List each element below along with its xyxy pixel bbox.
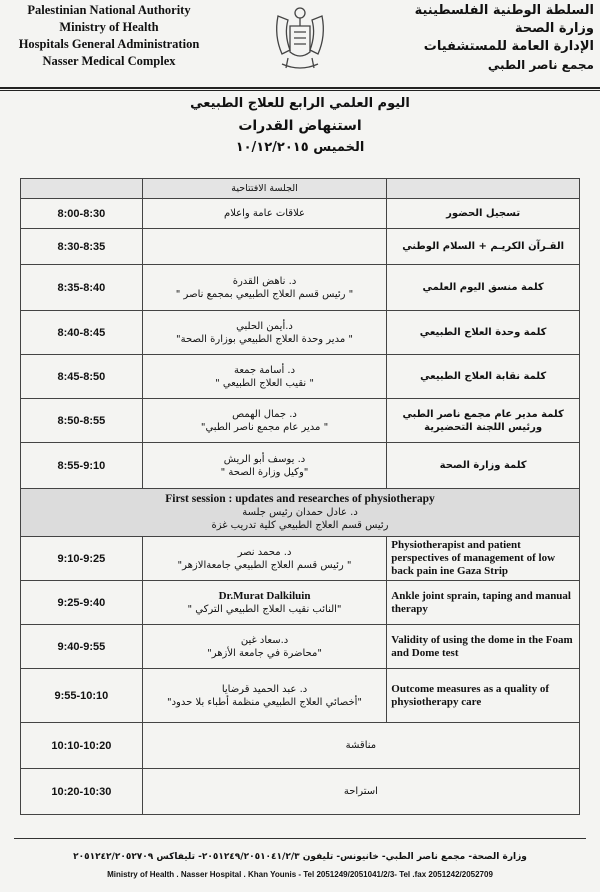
speaker-cell xyxy=(142,399,387,443)
administration-name-en: Hospitals General Administration xyxy=(18,37,200,51)
speaker-cell xyxy=(142,625,387,669)
speaker-name: علاقات عامة واعلام xyxy=(224,208,306,219)
speaker-name: د. جمال الهمص xyxy=(232,408,297,420)
footer-divider xyxy=(14,838,586,839)
table-row xyxy=(21,537,580,581)
speaker-cell xyxy=(142,311,387,355)
ministry-name-en: Ministry of Health xyxy=(59,20,159,34)
time-slot: 9:10-9:25 xyxy=(21,537,143,581)
discussion-cell: مناقشة xyxy=(142,723,579,769)
table-row xyxy=(21,265,580,311)
topic-cell: القـرآن الكريـم + السلام الوطني xyxy=(387,229,580,265)
time-slot: 8:00-8:30 xyxy=(21,199,143,229)
speaker-name: د. محمد نصر xyxy=(237,546,292,558)
event-title: اليوم العلمي الرابع للعلاج الطبيعي xyxy=(190,96,410,111)
speaker-role: "محاضرة في جامعة الأزهر" xyxy=(207,647,322,659)
letterhead-arabic xyxy=(384,2,594,74)
speaker-name: Dr.Murat Dalkiluin xyxy=(218,589,311,602)
topic-cell: كلمة نقابة العلاج الطبيعي xyxy=(387,355,580,399)
table-row xyxy=(21,723,580,769)
administration-name-ar: الإدارة العامة للمستشفيات xyxy=(423,39,594,54)
time-slot: 8:50-8:55 xyxy=(21,399,143,443)
speaker-role: " رئيس قسم العلاج الطبيعي بمجمع ناصر " xyxy=(175,288,354,300)
letterhead xyxy=(0,0,600,88)
footer-contact-ar: وزارة الصحة- مجمع ناصر الطبي- خانيونس- تليفون ٢٠٥١٢٤٩/٢٠٥١٠٤١/٢/٣- تليفاكس ٢٠٥١٢٤٢/٢٠٥٢٧٠٩ xyxy=(73,852,527,862)
speaker-name: د. يوسف أبو الريش xyxy=(223,453,306,465)
lecture-topic: Validity of using the dome in the Foam and Dome test xyxy=(387,625,580,669)
speaker-cell xyxy=(142,581,387,625)
table-row xyxy=(21,199,580,229)
table-row xyxy=(21,443,580,489)
break-cell: استراحة xyxy=(142,769,579,815)
footer-contact-en: Ministry of Health . Nasser Hospital . Khan Younis - Tel 2051249/2051041/2/3- Tel .fax 2051242/2052709 xyxy=(107,870,493,879)
speaker-name: د. ناهض القدرة xyxy=(232,275,297,287)
lecture-topic: Ankle joint sprain, taping and manual therapy xyxy=(387,581,580,625)
time-slot: 8:40-8:45 xyxy=(21,311,143,355)
session-chair: د. عادل حمدان رئيس جلسة xyxy=(242,507,358,518)
table-row xyxy=(21,355,580,399)
time-slot: 9:55-10:10 xyxy=(21,669,143,723)
speaker-name: د.سعاد غين xyxy=(240,634,289,646)
speaker-cell xyxy=(142,265,387,311)
table-row xyxy=(21,311,580,355)
table-row xyxy=(21,669,580,723)
speaker-role: " رئيس قسم العلاج الطبيعي جامعةالازهر" xyxy=(177,559,352,571)
event-date: الخميس ١٠/١٢/٢٠١٥ xyxy=(235,140,365,155)
opening-session-title: الجلسة الافتتاحية xyxy=(142,179,387,199)
footer xyxy=(0,838,600,892)
table-row xyxy=(21,625,580,669)
header-time-cell xyxy=(21,179,143,199)
session-header-cell xyxy=(21,489,580,537)
speaker-cell xyxy=(142,443,387,489)
topic-cell: كلمة وحدة العلاج الطبيعي xyxy=(387,311,580,355)
speaker-cell xyxy=(142,199,387,229)
speaker-cell xyxy=(142,669,387,723)
topic-cell: كلمة وزارة الصحة xyxy=(387,443,580,489)
speaker-role: " مدير عام مجمع ناصر الطبي" xyxy=(200,421,329,433)
speaker-role: "النائب نقيب العلاج الطبيعي التركي " xyxy=(187,603,342,615)
topic-cell: تسجيل الحضور xyxy=(387,199,580,229)
time-slot: 8:35-8:40 xyxy=(21,265,143,311)
opening-session-header xyxy=(21,179,580,199)
header-topic-cell xyxy=(387,179,580,199)
time-slot: 9:40-9:55 xyxy=(21,625,143,669)
session-title: First session : updates and researches of physiotherapy xyxy=(165,493,435,505)
speaker-cell xyxy=(142,229,387,265)
complex-name-ar: مجمع ناصر الطبي xyxy=(487,58,594,72)
speaker-name: د. أسامة جمعة xyxy=(233,364,296,376)
time-slot: 8:30-8:35 xyxy=(21,229,143,265)
authority-name-ar: السلطة الوطنية الفلسطينية xyxy=(414,3,594,18)
speaker-role: " مدير وحدة العلاج الطبيعي بوزارة الصحة" xyxy=(176,333,353,345)
letterhead-divider xyxy=(0,87,600,91)
time-slot: 10:10-10:20 xyxy=(21,723,143,769)
event-theme: استنهاض القدرات xyxy=(238,118,362,134)
time-slot: 8:45-8:50 xyxy=(21,355,143,399)
time-slot: 9:25-9:40 xyxy=(21,581,143,625)
speaker-cell xyxy=(142,537,387,581)
event-titles xyxy=(100,96,500,162)
complex-name-en: Nasser Medical Complex xyxy=(42,54,176,68)
topic-cell: كلمة مدير عام مجمع ناصر الطبي ورئيس اللجنة التحضيرية xyxy=(387,399,580,443)
speaker-name: د.أيمن الحلبي xyxy=(236,320,293,332)
program-table xyxy=(20,178,580,815)
session-chair-role: رئيس قسم العلاج الطبيعي كلية تدريب غزة xyxy=(211,520,389,531)
eagle-emblem-icon xyxy=(268,2,332,80)
lecture-topic: Physiotherapist and patient perspectives of management of low back pain ine Gaza Strip xyxy=(387,537,580,581)
table-row xyxy=(21,399,580,443)
lecture-topic: Outcome measures as a quality of physiotherapy care xyxy=(387,669,580,723)
time-slot: 8:55-9:10 xyxy=(21,443,143,489)
time-slot: 10:20-10:30 xyxy=(21,769,143,815)
first-session-header xyxy=(21,489,580,537)
table-row xyxy=(21,769,580,815)
authority-name-en: Palestinian National Authority xyxy=(27,3,191,17)
speaker-role: " نقيب العلاج الطبيعي " xyxy=(215,377,314,389)
speaker-name: د. عبد الحميد قرضايا xyxy=(221,683,308,695)
table-row xyxy=(21,581,580,625)
speaker-role: "أخصائي العلاج الطبيعي منظمة أطباء بلا حدود" xyxy=(166,696,363,708)
letterhead-english xyxy=(4,2,214,70)
ministry-name-ar: وزارة الصحة xyxy=(514,21,594,36)
speaker-cell xyxy=(142,355,387,399)
speaker-role: "وكيل وزارة الصحة " xyxy=(220,466,309,478)
table-row xyxy=(21,229,580,265)
topic-cell: كلمة منسق اليوم العلمي xyxy=(387,265,580,311)
